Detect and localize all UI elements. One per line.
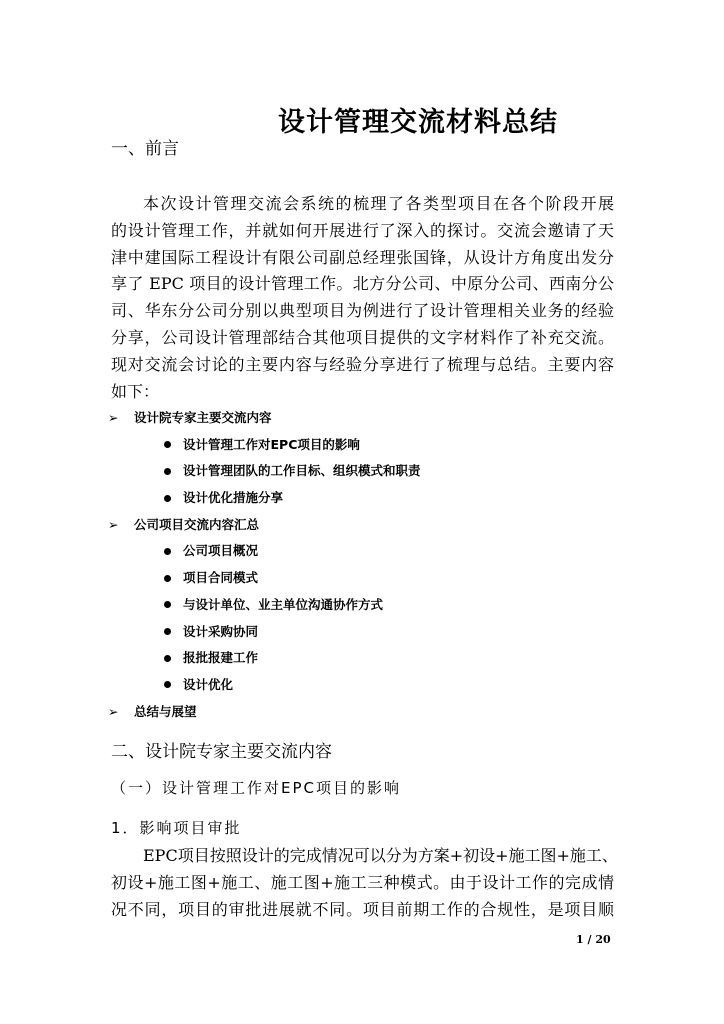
outline-subitem <box>108 538 421 565</box>
bullet-dot-icon <box>164 441 171 448</box>
outline-label: 总结与展望 <box>134 703 197 719</box>
paragraph-line: 本次设计管理交流会系统的梳理了各类型项目在各个阶段开展 <box>143 194 614 213</box>
paragraph-line: 津中建国际工程设计有限公司副总经理张国锋，从设计方角度出发分 <box>111 247 614 267</box>
arrow-bullet-icon: ➢ <box>108 703 119 719</box>
outline-subitem <box>108 672 421 699</box>
paragraph-line: EPC项目按照设计的完成情况可以分为方案+初设+施工图+施工、 <box>143 846 618 865</box>
subitem-label: 设计优化措施分享 <box>183 490 284 506</box>
paragraph-line: 初设+施工图+施工、施工图+施工三种模式。由于设计工作的完成情 <box>111 872 614 892</box>
paragraph-line: 的设计管理工作，并就如何开展进行了深入的探讨。交流会邀请了天 <box>111 220 614 240</box>
paragraph-line: 分享，公司设计管理部结合其他项目提供的文字材料作了补充交流。 <box>111 327 614 347</box>
outline-subitem <box>108 592 421 619</box>
subsection-heading: （一）设计管理工作对EPC项目的影响 <box>111 779 401 797</box>
bullet-dot-icon <box>164 495 171 502</box>
outline-label: 设计院专家主要交流内容 <box>134 410 272 425</box>
bullet-dot-icon <box>164 628 171 635</box>
paragraph-line: 如下： <box>111 381 160 401</box>
document-title: 设计管理交流材料总结 <box>278 107 558 138</box>
bullet-dot-icon <box>164 655 171 662</box>
section-heading-preface: 一、前言 <box>111 139 179 159</box>
paragraph-line: 现对交流会讨论的主要内容与经验分享进行了梳理与总结。主要内容 <box>111 354 614 374</box>
bullet-dot-icon <box>164 601 171 608</box>
bullet-dot-icon <box>164 575 171 582</box>
subitem-label: 与设计单位、业主单位沟通协作方式 <box>183 596 384 612</box>
outline-subitem <box>108 485 421 512</box>
outline-subitem <box>108 619 421 646</box>
page-number: 1 / 20 <box>576 933 611 946</box>
subitem-label: 设计优化 <box>183 676 234 692</box>
outline-item <box>108 512 421 539</box>
preface-paragraph <box>111 191 614 405</box>
paragraph-line: 况不同，项目的审批进展就不同。项目前期工作的合规性，是项目顺 <box>111 899 614 919</box>
outline-item <box>108 699 421 726</box>
paragraph-line: 享了 EPC 项目的设计管理工作。北方分公司、中原分公司、西南分公 <box>111 274 614 294</box>
subitem-label: 公司项目概况 <box>183 543 259 559</box>
subitem-label: 设计采购协同 <box>183 623 259 639</box>
outline-label: 公司项目交流内容汇总 <box>134 516 260 532</box>
paragraph-line: 司、华东分公司分别以典型项目为例进行了设计管理相关业务的经验 <box>111 301 614 321</box>
outline-subitem <box>108 645 421 672</box>
outline-subitem <box>108 432 421 459</box>
arrow-bullet-icon: ➢ <box>108 516 119 532</box>
arrow-bullet-icon: ➢ <box>108 410 119 425</box>
subitem-label: 项目合同模式 <box>183 570 259 586</box>
outline-item <box>108 405 421 432</box>
outline-list <box>108 405 421 725</box>
outline-subitem <box>108 565 421 592</box>
bullet-dot-icon <box>164 681 171 688</box>
subitem-label: 设计管理团队的工作目标、组织模式和职责 <box>183 463 421 479</box>
outline-subitem <box>108 458 421 485</box>
bullet-dot-icon <box>164 468 171 475</box>
section-heading-experts: 二、设计院专家主要交流内容 <box>111 742 332 762</box>
subitem-label: 报批报建工作 <box>183 650 259 666</box>
bullet-dot-icon <box>164 548 171 555</box>
item-heading: 1．影响项目审批 <box>111 819 242 837</box>
subitem-label: 设计管理工作对EPC项目的影响 <box>183 436 360 452</box>
approval-paragraph <box>111 843 618 923</box>
